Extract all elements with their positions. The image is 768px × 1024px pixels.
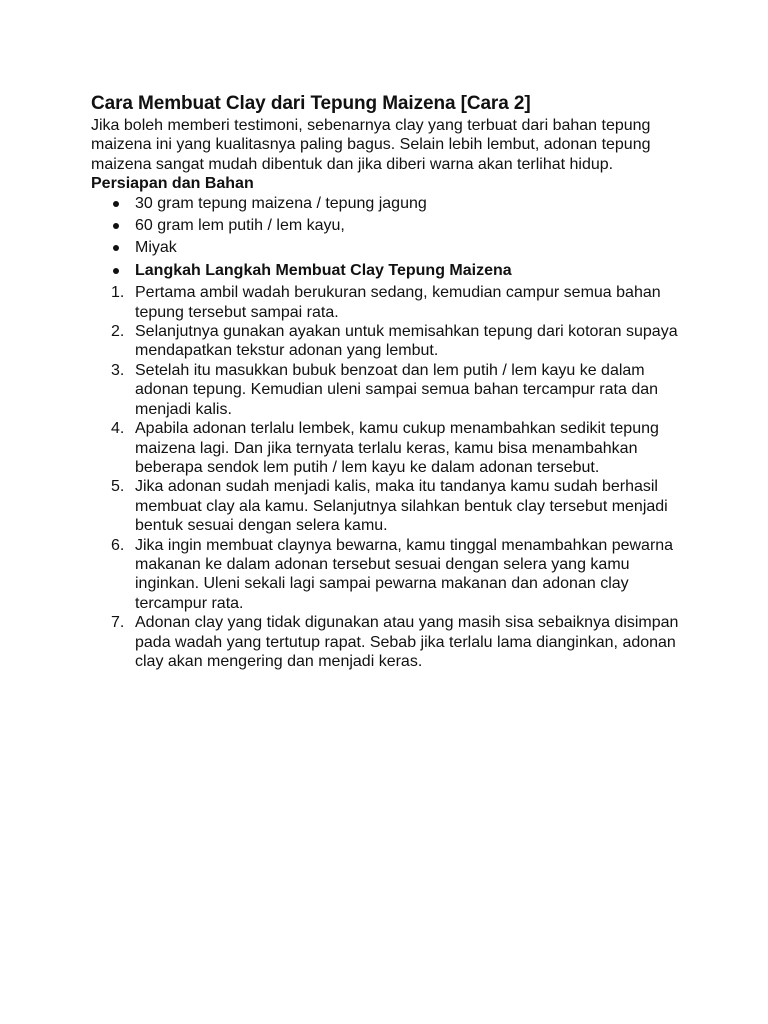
- intro-paragraph: Jika boleh memberi testimoni, sebenarnya clay yang terbuat dari bahan tepung maizena ini yang kualitasnya paling bagus. Selain lebih lembut, adonan tepung maizena sangat mudah dibentuk dan jika diberi warna akan terlihat hidup.: [91, 117, 651, 173]
- step-item: [91, 283, 691, 322]
- bullet-icon: [113, 245, 119, 251]
- step-text: Apabila adonan terlalu lembek, kamu cukup menambahkan sedikit tepung maizena lagi. Dan jika ternyata terlalu keras, kamu bisa menambahkan beberapa sendok lem putih / lem kayu ke dalam adonan tersebut.: [135, 420, 659, 476]
- step-number: 4.: [111, 420, 125, 438]
- steps-list: [91, 283, 691, 671]
- step-number: 6.: [111, 536, 125, 554]
- ingredient-item: [91, 238, 691, 257]
- step-item: [91, 613, 691, 671]
- step-item: [91, 477, 691, 535]
- ingredient-text: Miyak: [135, 239, 177, 257]
- section-heading: Persiapan dan Bahan: [91, 175, 254, 193]
- step-text: Selanjutnya gunakan ayakan untuk memisahkan tepung dari kotoran supaya mendapatkan tekstur adonan yang lembut.: [135, 323, 678, 360]
- document-title: Cara Membuat Clay dari Tepung Maizena [Cara 2]: [91, 93, 531, 114]
- step-text: Adonan clay yang tidak digunakan atau yang masih sisa sebaiknya disimpan pada wadah yang tertutup rapat. Sebab jika terlalu lama dianginkan, adonan clay akan mengering dan menjadi keras.: [135, 614, 679, 670]
- bullet-icon: [113, 201, 119, 207]
- ingredients-list: [91, 194, 691, 281]
- step-text: Pertama ambil wadah berukuran sedang, kemudian campur semua bahan tepung tersebut sampai rata.: [135, 284, 661, 321]
- step-item: [91, 536, 691, 614]
- step-text: Setelah itu masukkan bubuk benzoat dan lem putih / lem kayu ke dalam adonan tepung. Kemudian uleni sampai semua bahan tercampur rata dan menjadi kalis.: [135, 361, 659, 418]
- bullet-icon: [113, 268, 119, 274]
- step-number: 7.: [111, 614, 125, 632]
- step-number: 3.: [111, 361, 125, 379]
- step-text: Jika ingin membuat claynya bewarna, kamu tinggal menambahkan pewarna makanan ke dalam adonan tersebut sesuai dengan selera yang kamu inginkan. Uleni sekali lagi sampai pewarna makanan dan adonan clay tercampur rata.: [135, 536, 674, 612]
- steps-heading-item: [91, 261, 691, 280]
- step-number: 1.: [111, 284, 125, 302]
- step-item: [91, 361, 691, 419]
- step-number: 5.: [111, 478, 125, 496]
- step-text: Jika adonan sudah menjadi kalis, maka itu tandanya kamu sudah berhasil membuat clay ala kamu. Selanjutnya silahkan bentuk clay tersebut menjadi bentuk sesuai dengan selera kamu.: [135, 478, 668, 535]
- ingredient-item: [91, 216, 691, 235]
- step-number: 2.: [111, 323, 125, 341]
- steps-heading-text: Langkah Langkah Membuat Clay Tepung Maizena: [135, 261, 512, 279]
- step-item: [91, 419, 691, 477]
- bullet-icon: [113, 223, 119, 229]
- document-page: [91, 92, 691, 671]
- step-item: [91, 322, 691, 361]
- ingredient-text: 30 gram tepung maizena / tepung jagung: [135, 194, 427, 212]
- ingredient-text: 60 gram lem putih / lem kayu,: [135, 217, 345, 235]
- ingredient-item: [91, 194, 691, 213]
